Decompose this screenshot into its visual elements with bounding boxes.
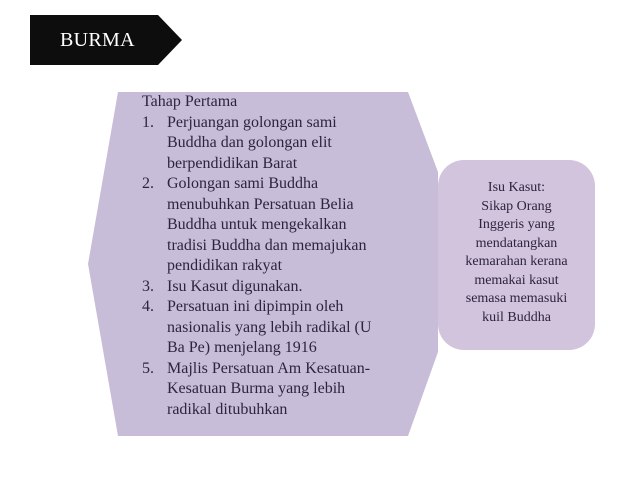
stage-text-line: Buddha untuk mengekalkan [167,216,347,233]
stage-number: 1. [142,113,154,131]
stage-text-line: tradisi Buddha dan memajukan [167,236,367,254]
stage-item-3 [142,277,402,298]
stage-number: 3. [142,277,154,295]
side-text-line: kuil Buddha [482,309,551,325]
stage-text-line: Buddha dan golongan elit [167,134,332,151]
stage-text-line: menubuhkan Persatuan Belia [167,195,354,213]
stage-number: 2. [142,175,154,192]
side-text-line: mendatangkan [475,235,558,251]
stage-text-line: Ba Pe) menjelang 1916 [167,339,317,356]
stage-text-line: Isu Kasut digunakan. [167,277,303,295]
stage-heading: Tahap Pertama [142,93,238,110]
side-text-line: Isu Kasut: [487,180,546,195]
stage-item-5 [142,359,402,421]
stage-text-line: nasionalis yang lebih radikal (U [167,318,372,336]
stage-item-4 [142,297,402,359]
side-text-line: Inggeris yang [478,217,555,232]
side-text-line: Sikap Orang [481,198,552,214]
stage-number: 5. [142,359,154,377]
slide-title: BURMA [60,29,135,51]
main-content [142,92,402,420]
stage-text-line: Perjuangan golongan sami [167,113,337,131]
stage-number: 4. [142,298,154,315]
stage-text-line: pendidikan rakyat [167,257,283,274]
side-text-line: memakai kasut [474,272,559,288]
stage-item-1 [142,113,402,175]
stage-item-2 [142,174,402,277]
stage-text-line: Persatuan ini dipimpin oleh [167,298,344,315]
stage-text-line: Golongan sami Buddha [167,175,319,192]
stage-text-line: Kesatuan Burma yang lebih [167,380,346,397]
side-content [438,179,595,327]
stage-text-line: radikal ditubuhkan [167,400,288,418]
side-text-line: kemarahan kerana [465,254,568,269]
stage-list [142,113,402,421]
side-text-line: semasa memasuki [465,291,568,306]
stage-text-line: berpendidikan Barat [167,154,298,172]
stage-text-line: Majlis Persatuan Am Kesatuan- [167,359,371,377]
